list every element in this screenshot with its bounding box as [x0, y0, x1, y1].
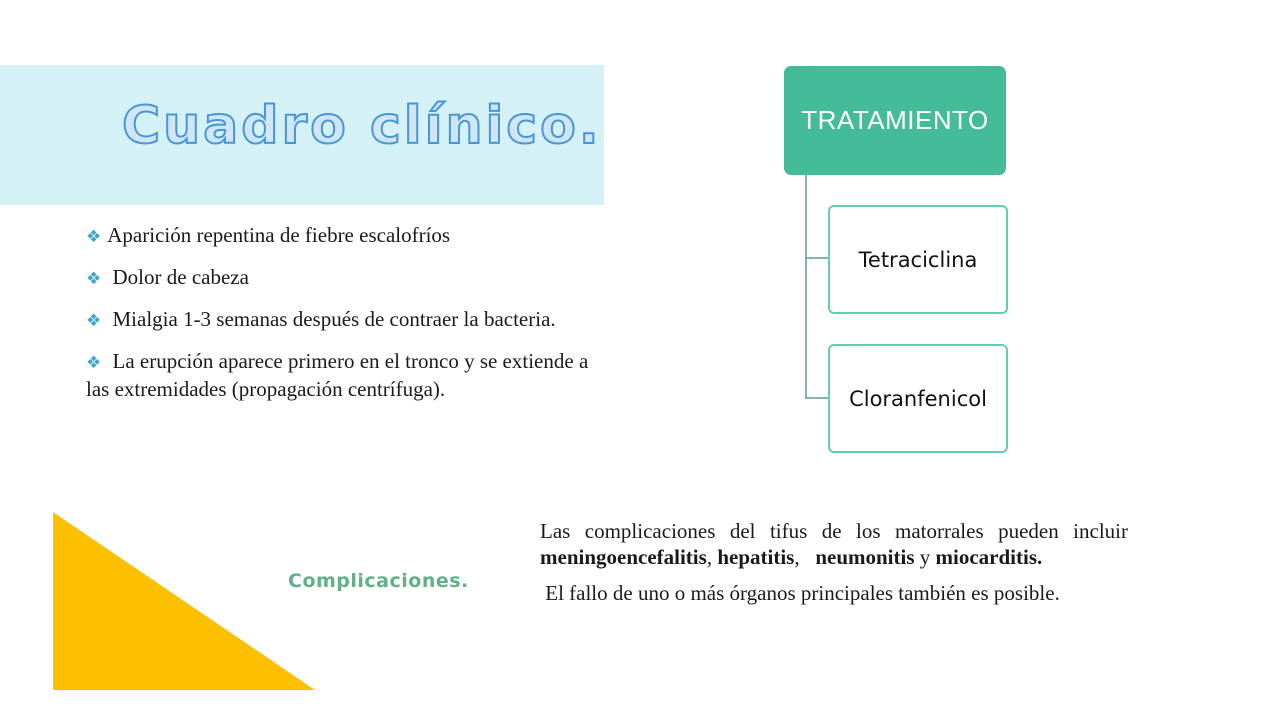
complications-intro: Las complicaciones del tifus de los matorrales pueden incluir [540, 519, 1128, 543]
complications-paragraph-1: Las complicaciones del tifus de los matorrales pueden incluir meningoencefalitis, hepatitis, neumonitis y miocarditis. [540, 519, 1128, 569]
decorative-triangle [53, 512, 315, 690]
complication-term: miocarditis. [935, 545, 1043, 569]
complications-text [540, 518, 1128, 616]
list-item [76, 222, 606, 250]
symptom-text: Mialgia 1-3 semanas después de contraer la bacteria. [112, 307, 556, 331]
symptom-text: Dolor de cabeza [112, 265, 249, 289]
diamond-bullet-icon: ❖ [86, 227, 102, 247]
complication-term: hepatitis [717, 545, 795, 569]
complications-label: Complicaciones. [288, 570, 469, 592]
diamond-bullet-icon: ❖ [86, 269, 102, 289]
diamond-bullet-icon: ❖ [86, 311, 102, 331]
symptom-text: La erupción aparece primero en el tronco y se extiende a las extremidades (propagación centrífuga). [86, 349, 589, 401]
list-item [76, 306, 606, 334]
symptom-list [76, 222, 606, 416]
list-item [76, 348, 606, 402]
diamond-bullet-icon: ❖ [86, 353, 102, 373]
treatment-option-tetraciclina: Tetraciclina [828, 205, 1008, 314]
treatment-root-node: TRATAMIENTO [784, 66, 1006, 175]
complications-p2-text: El fallo de uno o más órganos principales también es posible. [545, 581, 1060, 605]
complications-paragraph-2 [540, 580, 1128, 606]
symptom-text: Aparición repentina de fiebre escalofríos [107, 223, 451, 247]
treatment-option-cloranfenicol: Cloranfenicol [828, 344, 1008, 453]
complication-term: meningoencefalitis [540, 545, 707, 569]
complication-term: neumonitis [815, 545, 915, 569]
list-item [76, 264, 606, 292]
slide-title: Cuadro clínico. [122, 96, 602, 156]
